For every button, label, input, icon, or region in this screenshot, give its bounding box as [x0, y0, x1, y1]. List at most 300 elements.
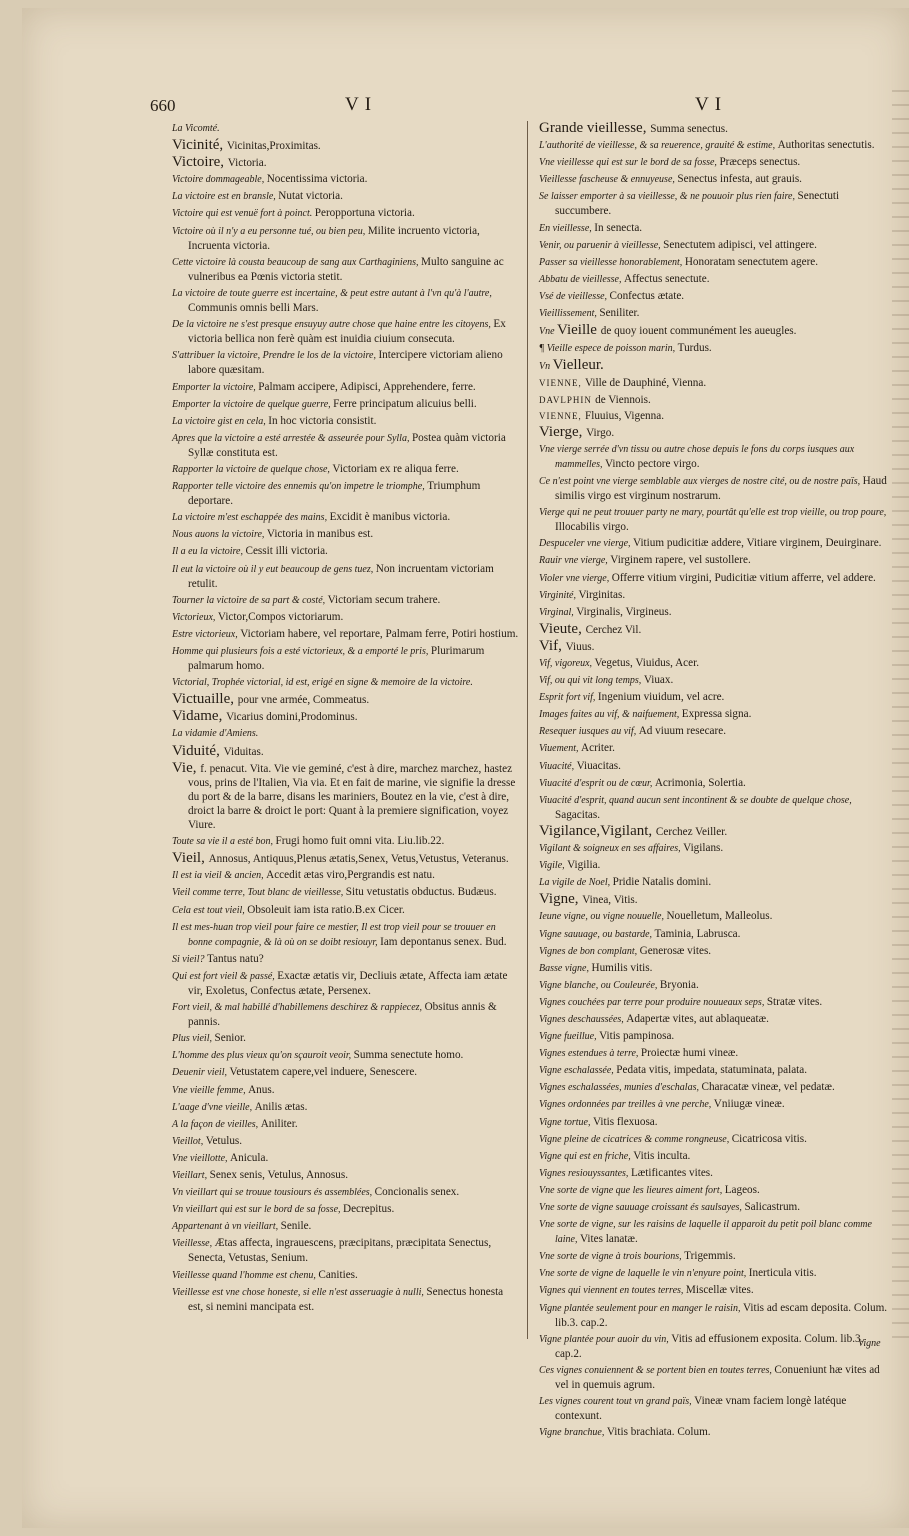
dictionary-entry — [539, 138, 889, 153]
entry-fr: Il a eu la victoire, — [172, 546, 246, 558]
entry-la: Vetulus. — [205, 1134, 243, 1147]
entry-la: f. penacut. Vita. Vie vie geminé, c'est à dire, marchez marchez, hastez vous, prins de l'Italien, Via via. Et en fait de marine, vie signifie la dresse du port & de la barre, disans les mariniers, Boutez en la vie, c'est à dire, droict la barre & droict le port: Quant à la premiere signification, voyez Viure. — [188, 762, 516, 832]
entry-fr: Il est mes-huan trop vieil pour faire ce mestier, Il est trop vieil pour se trouuer en bonne compagnie, & là où on se doibt resiouyr, — [172, 921, 496, 948]
dictionary-entry — [172, 868, 520, 883]
entry-fr: Vne vierge serrée d'vn tissu ou autre chose depuis le fons du corps iusques aux mammelles, — [539, 443, 855, 470]
entry-fr: Vieillesse est vne chose honeste, si elle n'est asseruagie à nulli, — [172, 1286, 427, 1298]
entry-caps: DAVLPHIN — [539, 394, 596, 405]
entry-fr: Vigne branchue, — [539, 1427, 607, 1439]
dictionary-entry — [172, 675, 520, 690]
entry-la: Ad viuum resecare. — [638, 725, 726, 738]
dictionary-entry — [172, 709, 520, 724]
entry-la: Præceps senectus. — [719, 156, 801, 169]
entry-la: Viduitas. — [223, 745, 264, 758]
dictionary-entry — [539, 1425, 889, 1440]
entry-fr: Vigne plantée seulement pour en manger le raisin, — [539, 1302, 743, 1314]
entry-fr: Vieillart, — [172, 1170, 210, 1181]
dictionary-entry — [539, 425, 889, 440]
entry-la: Senile. — [280, 1220, 312, 1233]
dictionary-entry — [539, 673, 889, 688]
entry-la: Situ vetustatis obductus. Budæus. — [345, 886, 497, 899]
dictionary-entry — [172, 121, 520, 136]
entry-fr: Il eut la victoire où il y eut beaucoup de gens tuez, — [172, 563, 376, 575]
entry-fr: La victoire m'est eschappée des mains, — [172, 512, 330, 524]
entry-fr: Vif, vigoreux, — [539, 658, 595, 669]
entry-head: Vieute, — [539, 620, 586, 637]
entry-la: Cerchez Veiller. — [655, 825, 728, 838]
entry-fr: Violer vne vierge, — [539, 572, 612, 584]
dictionary-entry — [172, 903, 520, 918]
entry-fr: Vn vieillart qui est sur le bord de sa fosse, — [172, 1204, 344, 1216]
dictionary-entry — [172, 644, 520, 673]
dictionary-entry — [539, 1029, 889, 1044]
entry-la: Vegetus, Viuidus, Acer. — [594, 657, 700, 669]
entry-la: Vitis ad escam deposita. Colum. lib.3. cap.2. — [555, 1301, 888, 1329]
entry-fr: Victoire dommageable, — [172, 174, 267, 186]
entry-fr: Fort vieil, & mal habillé d'habillemens deschirez & rappiecez, — [172, 1002, 425, 1014]
dictionary-entry — [539, 707, 889, 722]
entry-fr: Emporter la victoire, — [172, 381, 259, 393]
dictionary-entry — [172, 414, 520, 429]
dictionary-entry — [539, 409, 889, 423]
dictionary-entry — [539, 172, 889, 187]
entry-la: Vincto pectore virgo. — [605, 457, 700, 470]
dictionary-entry — [539, 927, 889, 942]
dictionary-entry — [539, 892, 889, 907]
entry-fr: ¶ Vieille espece de poisson marin, — [539, 343, 678, 355]
dictionary-entry — [172, 255, 520, 284]
entry-fr: Vn — [539, 361, 553, 373]
dictionary-entry — [172, 885, 520, 900]
dictionary-entry — [539, 571, 889, 586]
entry-fr: Abbatu de vieillesse, — [539, 273, 624, 285]
entry-la: Victor,Compos victoriarum. — [217, 610, 344, 623]
entry-fr: Vignes deschaussées, — [539, 1013, 627, 1025]
dictionary-entry — [172, 224, 520, 253]
entry-la: Anilis ætas. — [254, 1100, 308, 1113]
entry-la: Cessit illi victoria. — [245, 545, 328, 558]
dictionary-entry — [172, 172, 520, 187]
entry-fr: Victorieux, — [172, 611, 218, 623]
dictionary-entry — [539, 1149, 889, 1164]
dictionary-entry — [172, 1048, 520, 1063]
left-column — [172, 121, 520, 1316]
entry-fr: Vierge qui ne peut trouuer party ne mary, pourtât qu'elle est trop vieille, ou trop poure, — [539, 507, 887, 519]
dictionary-entry — [172, 1268, 520, 1283]
entry-la: Authoritas senectutis. — [777, 139, 875, 152]
entry-la: Palmam accipere, Adipisci, Apprehendere, ferre. — [258, 380, 476, 393]
dictionary-entry — [172, 920, 520, 950]
entry-la: Peropportuna victoria. — [314, 207, 415, 220]
entry-fr: La vigile de Noel, — [539, 877, 613, 889]
entry-la: Trigemmis. — [684, 1250, 736, 1263]
entry-fr: Viuacité d'esprit ou de cœur, — [539, 777, 655, 789]
dictionary-entry — [539, 289, 889, 304]
entry-la: Ingenium viuidum, vel acre. — [597, 691, 725, 704]
entry-fr: Vigne blanche, ou Couleurée, — [539, 979, 660, 991]
entry-fr: Vne vieille femme, — [172, 1084, 249, 1096]
entry-fr: Vne sorte de vigne à trois bourions, — [539, 1251, 685, 1263]
entry-la: Decrepitus. — [343, 1203, 395, 1216]
entry-la: Victoria. — [227, 157, 267, 170]
entry-la: Victoriam habere, vel reportare, Palmam ferre, Potiri hostium. — [240, 627, 519, 640]
dictionary-entry — [172, 1083, 520, 1098]
entry-fr: Vignes de bon complant, — [539, 945, 640, 957]
entry-fr: Plus vieil, — [172, 1033, 215, 1045]
entry-head: Vidame, — [172, 708, 227, 725]
entry-la: In hoc victoria consistit. — [268, 414, 377, 427]
entry-fr: La Vicomté. — [172, 123, 220, 134]
entry-la: Fluuius, Vigenna. — [585, 409, 664, 422]
dictionary-entry — [539, 155, 889, 170]
dictionary-entry — [539, 759, 889, 774]
entry-la: Viuax. — [643, 674, 674, 687]
dictionary-entry — [539, 442, 889, 472]
entry-caps: VIENNE, — [539, 410, 585, 421]
entry-head: Vieille — [557, 322, 601, 339]
entry-la: Offerre vitium virgini, Pudicitiæ vitium afferre, vel addere. — [611, 571, 876, 584]
entry-la: Virgo. — [586, 426, 615, 439]
dictionary-entry — [539, 639, 889, 654]
entry-la: Anicula. — [230, 1151, 269, 1164]
entry-fr: Vignes ordonnées par treilles à vne perche, — [539, 1099, 714, 1111]
entry-la: Salicastrum. — [744, 1201, 801, 1213]
entry-la: Vniiugæ vineæ. — [713, 1098, 785, 1111]
running-head-left: VI — [345, 94, 378, 115]
entry-la: Annosus, Antiquus,Plenus ætatis,Senex, Vetus,Vetustus, Veteranus. — [208, 853, 509, 866]
entry-la: Viuacitas. — [576, 759, 621, 772]
entry-fr: Victoire où il n'y a eu personne tué, ou bien peu, — [172, 225, 368, 237]
dictionary-entry — [172, 851, 520, 866]
entry-fr: Esprit fort vif, — [539, 692, 598, 704]
entry-la: Ville de Dauphiné, Vienna. — [585, 377, 707, 390]
entry-fr: Se laisser emporter à sa vieillesse, & ne pouuoir plus rien faire, — [539, 191, 798, 203]
dictionary-entry — [172, 761, 520, 832]
entry-fr: Vigilant & soigneux en ses affaires, — [539, 843, 684, 855]
entry-la: Vinea, Vitis. — [582, 894, 638, 907]
dictionary-entry — [539, 1200, 889, 1215]
dictionary-entry — [539, 978, 889, 993]
dictionary-entry — [172, 462, 520, 477]
entry-la: Vitis flexuosa. — [592, 1115, 658, 1128]
entry-caps: VIENNE, — [539, 378, 585, 389]
dictionary-entry — [172, 1185, 520, 1200]
entry-fr: Il est ia vieil & ancien, — [172, 870, 267, 882]
dictionary-entry — [539, 536, 889, 551]
entry-fr: Vn vieillart qui se trouue tousiours és assemblées, — [172, 1187, 375, 1199]
entry-la: Senex senis, Vetulus, Annosus. — [209, 1169, 348, 1181]
dictionary-entry — [172, 952, 520, 967]
entry-la: Vicinitas,Proximitas. — [226, 140, 321, 153]
entry-fr: Les vignes courent tout vn grand païs, — [539, 1396, 695, 1408]
entry-la: Vitis inculta. — [633, 1149, 691, 1162]
entry-fr: De la victoire ne s'est presque ensuyuy autre chose que haine entre les citoyens, — [172, 319, 494, 331]
entry-la: Ferre principatum alicuius belli. — [333, 397, 477, 410]
entry-la: Vineæ vnam faciem longè latéque contexunt. — [555, 1395, 847, 1423]
entry-head: Vicinité, — [172, 137, 227, 154]
page-header — [150, 96, 890, 122]
entry-fr: A la façon de vieilles, — [172, 1118, 261, 1130]
entry-la: Anus. — [248, 1083, 275, 1096]
dictionary-entry — [172, 348, 520, 377]
entry-la: Excidit è manibus victoria. — [329, 511, 451, 524]
entry-fr: Passer sa vieillesse honorablement, — [539, 256, 685, 268]
entry-fr: Rapporter la victoire de quelque chose, — [172, 463, 333, 475]
entry-la: Exactæ ætatis vir, Decliuis ætate, Affecta iam ætate vir, Exoletus, Confectus ætate, Persenex. — [188, 969, 508, 997]
dictionary-entry — [172, 1168, 520, 1183]
entry-fr: Vigne plantée pour auoir du vin, — [539, 1333, 672, 1345]
dictionary-entry — [539, 605, 889, 620]
entry-la: Virginem rapere, vel sustollere. — [610, 554, 751, 567]
entry-fr: Vieillesse fascheuse & ennuyeuse, — [539, 174, 678, 186]
entry-fr: Vignes resiouyssantes, — [539, 1167, 631, 1179]
entry-fr: Vne vieillesse qui est sur le bord de sa fosse, — [539, 157, 720, 169]
entry-la: Vitium pudicitiæ addere, Vitiare virginem, Deuirginare. — [633, 537, 882, 550]
dictionary-entry — [539, 995, 889, 1010]
entry-head: Victoire, — [172, 154, 228, 171]
entry-la: Humilis vitis. — [591, 961, 653, 974]
column-rule — [527, 121, 528, 1339]
entry-la: Nouelletum, Malleolus. — [666, 910, 773, 923]
entry-fr: L'homme des plus vieux qu'on sçauroit veoir, — [172, 1050, 354, 1062]
dictionary-entry — [172, 138, 520, 153]
entry-fr: Vne sorte de vigne, sur les raisins de laquelle il apparoit du petit poil blanc comme laine, — [539, 1219, 872, 1246]
entry-la: Victoria in manibus est. — [266, 528, 374, 541]
entry-fr: Vne sorte de vigne de laquelle le vin n'enyure point, — [539, 1268, 749, 1280]
dictionary-entry — [172, 969, 520, 998]
entry-fr: Vigne tortue, — [539, 1116, 593, 1128]
entry-fr: Vignes qui viennent en toutes terres, — [539, 1285, 686, 1297]
dictionary-entry — [539, 793, 889, 822]
dictionary-entry — [539, 1183, 889, 1198]
entry-la: Plurimarum palmarum homo. — [188, 645, 485, 673]
entry-la: Nocentissima victoria. — [266, 173, 368, 186]
dictionary-entry — [539, 841, 889, 856]
dictionary-entry — [539, 724, 889, 739]
entry-fr: Vne sorte de vigne que les lieures aiment fort, — [539, 1184, 725, 1196]
dictionary-entry — [172, 189, 520, 204]
dictionary-entry — [172, 479, 520, 508]
right-column — [539, 121, 889, 1442]
entry-head: Vie, — [172, 759, 201, 776]
dictionary-entry — [539, 1132, 889, 1147]
dictionary-entry — [172, 1202, 520, 1217]
entry-fr: Vignes estendues à terre, — [539, 1048, 641, 1060]
dictionary-entry — [172, 286, 520, 315]
entry-la: Confectus ætate. — [609, 289, 685, 302]
entry-la: pour vne armée, Commeatus. — [237, 694, 370, 707]
entry-fr: L'authorité de vieillesse, & sa reuerence, grauité & estime, — [539, 140, 778, 152]
dictionary-entry — [539, 741, 889, 756]
dictionary-entry — [539, 1097, 889, 1112]
entry-la: Nutat victoria. — [278, 190, 343, 203]
dictionary-entry — [172, 431, 520, 460]
entry-fr: Vsé de vieillesse, — [539, 290, 610, 302]
dictionary-entry — [539, 690, 889, 705]
entry-la: Senectutem adipisci, vel attingere. — [663, 238, 817, 251]
entry-la: Sagacitas. — [555, 808, 601, 821]
entry-la: Summa senectute homo. — [353, 1049, 464, 1062]
running-head-right: VI — [695, 94, 728, 115]
dictionary-entry — [539, 323, 889, 339]
dictionary-entry — [172, 1065, 520, 1080]
entry-la: Vitis brachiata. Colum. — [606, 1426, 711, 1439]
entry-la: Haud similis virgo est virginum nostrarum. — [555, 474, 887, 503]
dictionary-entry — [172, 527, 520, 542]
entry-fr: Vif, ou qui vit long temps, — [539, 675, 644, 687]
entry-fr: Nous auons la victoire, — [172, 529, 267, 541]
entry-fr: Viuacité, — [539, 760, 577, 772]
entry-la: Acrimonia, Solertia. — [654, 776, 746, 789]
entry-la: Obsitus annis & pannis. — [188, 1001, 497, 1029]
entry-fr: Ieune vigne, ou vigne nouuelle, — [539, 911, 667, 923]
dictionary-entry — [539, 1115, 889, 1130]
entry-la: Generosæ vites. — [639, 944, 712, 957]
entry-la: Inerticula vitis. — [748, 1267, 817, 1280]
entry-head: Vieil, — [172, 850, 209, 867]
dictionary-entry — [539, 272, 889, 287]
dictionary-entry — [539, 1301, 889, 1330]
entry-la: Illocabilis virgo. — [555, 521, 629, 534]
entry-la: Honoratam senectutem agere. — [684, 255, 819, 268]
entry-fr: Basse vigne, — [539, 962, 592, 974]
entry-fr: La victoire de toute guerre est incertaine, & peut estre autant à l'vn qu'à l'autre, — [172, 287, 492, 299]
entry-la: Vitis ad effusionem exposita. Colum. lib.3. cap.2. — [555, 1332, 864, 1360]
entry-la: Senior. — [214, 1032, 246, 1045]
entry-la: Vetustatem capere,vel induere, Senescere. — [229, 1066, 418, 1079]
entry-la: In senecta. — [594, 221, 643, 234]
entry-la: Viuus. — [565, 640, 595, 653]
entry-fr: Vieillesse, — [172, 1238, 215, 1250]
entry-fr: S'attribuer la victoire, Prendre le los de la victoire, — [172, 350, 379, 362]
entry-fr: Images faites au vif, & naifuement, — [539, 709, 682, 721]
entry-la: Obsoleuit iam ista ratio.B.ex Cicer. — [247, 903, 405, 916]
dictionary-entry — [539, 858, 889, 873]
entry-la: Postea quàm victoria Syllæ constituta est. — [188, 431, 506, 459]
dictionary-entry — [539, 622, 889, 637]
entry-fr: Vignes couchées par terre pour produire nouueaux seps, — [539, 996, 767, 1008]
entry-fr: La victoire est en bransle, — [172, 191, 279, 203]
entry-la: Concionalis senex. — [374, 1186, 460, 1199]
entry-fr: Toute sa vie il a esté bon, — [172, 836, 276, 848]
dictionary-entry — [539, 944, 889, 959]
entry-fr: Ces vignes conuiennent & se portent bien en toutes terres, — [539, 1364, 775, 1376]
entry-la: Non incruentam victoriam retulit. — [188, 562, 494, 590]
dictionary-entry — [539, 588, 889, 603]
entry-la: Intercipere victoriam alieno labore quæsitam. — [188, 349, 503, 377]
dictionary-entry — [172, 1236, 520, 1265]
entry-la: Characatæ vineæ, vel pedatæ. — [701, 1081, 835, 1094]
entry-fr: L'aage d'vne vieille, — [172, 1101, 255, 1113]
dictionary-entry — [172, 1117, 520, 1132]
entry-fr: Victoire qui est venuë fort à poinct. — [172, 208, 315, 220]
entry-la: Miscellæ vites. — [685, 1284, 754, 1297]
dictionary-entry — [539, 474, 889, 503]
dictionary-entry — [172, 627, 520, 642]
entry-la: Pedata vitis, impedata, statuminata, palata. — [616, 1064, 808, 1077]
entry-la: Stratæ vites. — [766, 995, 823, 1008]
entry-la: de Viennois. — [595, 393, 651, 406]
entry-head: Victuaille, — [172, 691, 238, 708]
entry-fr: La victoire gist en cela, — [172, 415, 269, 427]
entry-fr: Virginité, — [539, 589, 579, 601]
entry-la: Iam depontanus senex. Bud. — [380, 935, 507, 948]
entry-fr: Vieillesse quand l'homme est chenu, — [172, 1269, 319, 1281]
entry-fr: En vieillesse, — [539, 222, 595, 234]
entry-la: Vigilia. — [567, 859, 601, 872]
entry-la: Lætificantes vites. — [630, 1166, 713, 1179]
entry-la: Expressa signa. — [681, 708, 752, 721]
dictionary-entry — [539, 875, 889, 890]
entry-fr: Vigne fueillue, — [539, 1031, 600, 1043]
dictionary-entry — [172, 1134, 520, 1149]
entry-fr: Resequer iusques au vif, — [539, 726, 639, 738]
entry-la: Frugi homo fuit omni vita. Liu.lib.22. — [275, 835, 445, 848]
entry-la: Cicatricosa vitis. — [731, 1132, 807, 1145]
entry-fr: Rapporter telle victoire des ennemis qu'on impetre le triomphe, — [172, 481, 428, 493]
entry-fr: Cela est tout vieil, — [172, 904, 248, 916]
entry-fr: Emporter la victoire de quelque guerre, — [172, 398, 334, 410]
entry-la: Senectus honesta est, si nemini mancipata est. — [188, 1285, 504, 1313]
dictionary-entry — [172, 1031, 520, 1046]
entry-la: Conueniunt hæ vites ad vel in quemuis agrum. — [555, 1363, 880, 1392]
entry-fr: Deuenir vieil, — [172, 1067, 230, 1079]
dictionary-entry — [172, 744, 520, 759]
dictionary-entry — [172, 610, 520, 625]
entry-fr: Despuceler vne vierge, — [539, 538, 634, 550]
entry-la: Virginitas. — [578, 588, 626, 601]
dictionary-entry — [539, 238, 889, 253]
entry-la: Accedit ætas viro,Pergrandis est natu. — [266, 869, 435, 882]
dictionary-entry — [539, 1283, 889, 1298]
dictionary-entry — [172, 155, 520, 170]
entry-head: Vierge, — [539, 423, 587, 440]
dictionary-entry — [539, 505, 889, 534]
dictionary-entry — [539, 1249, 889, 1264]
entry-la: Senectus infesta, aut grauis. — [677, 173, 802, 186]
dictionary-entry — [539, 776, 889, 791]
entry-la: Vigilans. — [683, 842, 724, 855]
entry-fr: Vigne eschalassée, — [539, 1065, 617, 1077]
dictionary-entry — [172, 1285, 520, 1314]
entry-fr: Vigne qui est en friche, — [539, 1150, 634, 1162]
entry-fr: Estre victorieux, — [172, 628, 241, 640]
entry-la: Multo sanguine ac vulneribus ea Pœnis victoria stetit. — [188, 255, 504, 283]
entry-fr: Victorial, Trophée victorial, id est, erigé en signe & memoire de la victoire. — [172, 677, 473, 689]
dictionary-entry — [539, 1394, 889, 1423]
dictionary-entry — [172, 544, 520, 559]
entry-head: Grande vieillesse, — [539, 120, 651, 136]
entry-fr: Vne vieillotte, — [172, 1152, 231, 1164]
catchword: Vigne — [858, 1338, 881, 1349]
dictionary-entry — [539, 1166, 889, 1181]
dictionary-entry — [539, 656, 889, 671]
dictionary-entry — [539, 393, 889, 407]
dictionary-entry — [539, 1363, 889, 1392]
entry-fr: Si vieil? — [172, 953, 207, 965]
dictionary-entry — [172, 562, 520, 591]
entry-head: Viduité, — [172, 742, 224, 759]
entry-la: Milite incruento victoria, Incruenta victoria. — [188, 224, 480, 252]
entry-la: Taminia, Labrusca. — [654, 927, 741, 940]
dictionary-entry — [539, 909, 889, 924]
dictionary-entry — [539, 189, 889, 218]
entry-la: Tantus natu? — [207, 952, 264, 965]
entry-head: Vigne, — [539, 891, 583, 908]
entry-la: Pridie Natalis domini. — [612, 876, 712, 889]
entry-la: Turdus. — [677, 342, 712, 355]
entry-fr: Venir, ou paruenir à vieillesse, — [539, 239, 664, 251]
